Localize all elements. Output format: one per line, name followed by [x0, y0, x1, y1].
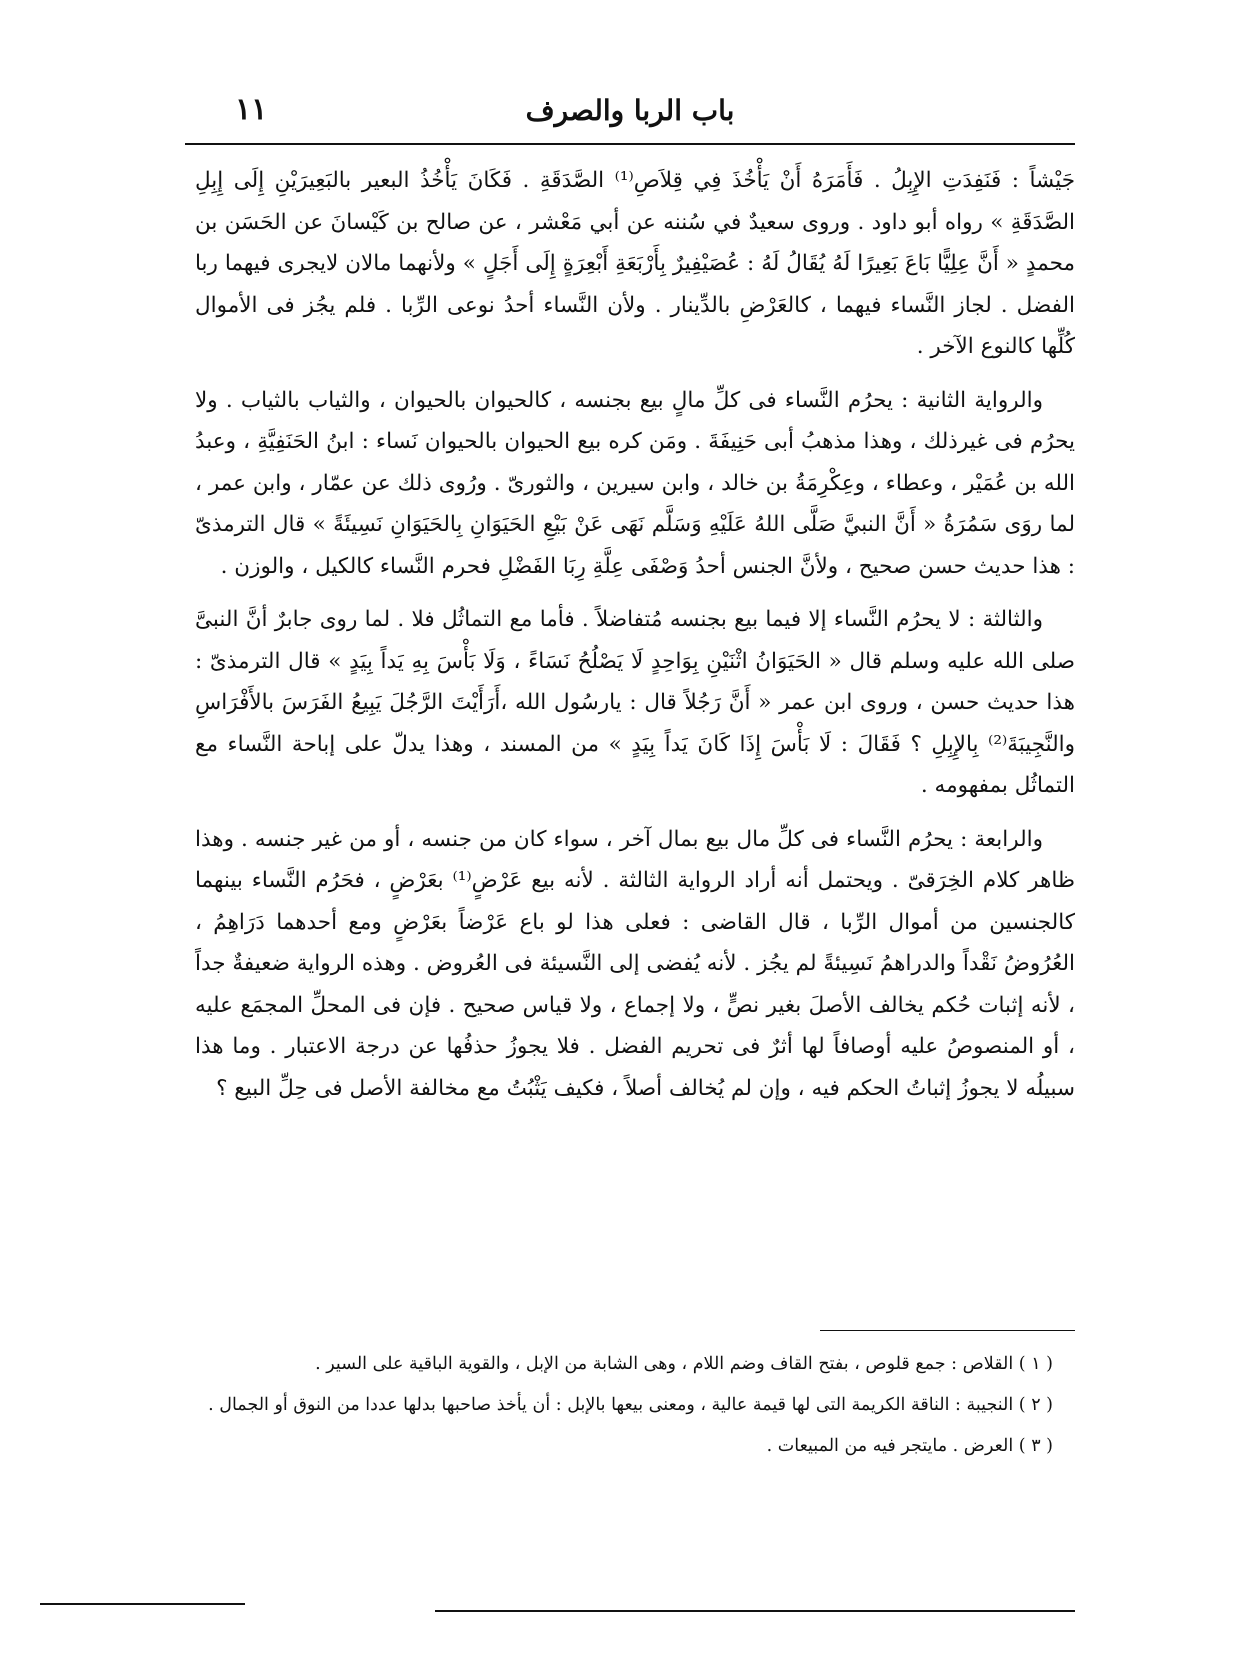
footnote-3: ( ٣ ) العرض . مايتجر فيه من المبيعات .	[766, 1436, 1053, 1456]
header-rule	[185, 143, 1075, 145]
paragraph-2: والرواية الثانية : يحرُم النَّساء فى كلِّ مالٍ بيع بجنسه ، كالحيوان بالحيوان ، والثياب بالثياب . ولا يحرُم فى غيرذلك ، وهذا مذهبُ أبى حَنِيفَةَ . ومَن كره بيع الحيوان بالحيوان نَساء : ابنُ الحَنَفِيَّةِ ، وعبدُ الله بن عُمَيْر ، وعطاء ، وعِكْرِمَةُ بن خالد ، وابن سيرين ، والثورىّ . ورُوى ذلك عن عمّار ، وابن عمر ، لما روَى سَمُرَةُ « أَنَّ النبيَّ صَلَّى اللهُ عَلَيْهِ وَسَلَّم نَهَى عَنْ بَيْعِ الحَيَوَانِ بِالحَيَوَانِ نَسِيئَةً » قال الترمذىّ : هذا حديث حسن صحيح ، ولأنَّ الجنس أحدُ وَصْفَى عِلَّةِ رِبَا الفَضْلِ فحرم النَّساء كالكيل ، والوزن .	[195, 387, 1075, 579]
page-header	[185, 92, 1075, 142]
page-number: ١١	[235, 92, 268, 127]
main-text	[195, 160, 1075, 1121]
running-title: باب الربا والصرف	[525, 94, 735, 127]
footnote-2: ( ٢ ) النجيبة : الناقة الكريمة التى لها قيمة عالية ، ومعنى بيعها بالإبل : أن يأخذ صاحبها بدلها عددا من النوق أو الجمال .	[208, 1395, 1053, 1415]
paragraph-3: والثالثة : لا يحرُم النَّساء إلا فيما بيع بجنسه مُتفاضلاً . فأما مع التماثُل فلا . لما روى جابرٌ أنَّ النبىَّ صلى الله عليه وسلم قال « الحَيَوَانُ اثْنَيْنِ بِوَاحِدٍ لَا يَصْلُحُ نَسَاءً ، وَلَا بَأْسَ بِهِ يَداً بِيَدٍ » قال الترمذىّ : هذا حديث حسن ، وروى ابن عمر « أَنَّ رَجُلاً قال : يارسُول الله ،أَرَأَيْتَ الرَّجُلَ يَبِيعُ الفَرَسَ بالأَفْرَاسِ والنَّجِيبَةَ⁽²⁾ بِالإِبِلِ ؟ فَقَالَ : لَا بَأْسَ إِذَا كَانَ يَداً بِيَدٍ » من المسند ، وهذا يدلّ على إباحة النَّساء مع التماثُل بمفهومه .	[195, 607, 1075, 798]
footnote-1: ( ١ ) القلاص : جمع قلوص ، بفتح القاف وضم اللام ، وهى الشابة من الإبل ، والقوية الباقية على السير .	[315, 1354, 1053, 1374]
footnotes	[195, 1346, 1075, 1469]
paragraph-4: والرابعة : يحرُم النَّساء فى كلِّ مال بيع بمال آخر ، سواء كان من جنسه ، أو من غير جنسه . وهذا ظاهر كلام الخِرَقىّ . ويحتمل أنه أراد الرواية الثالثة . لأنه بيع عَرْضٍ⁽¹⁾ بعَرْضٍ ، فحَرُم النَّساء بينهما كالجنسين من أموال الرِّبا ، قال القاضى : فعلى هذا لو باع عَرْضاً بعَرْضٍ ومع أحدهما دَرَاهِمُ ، العُرُوضُ نَقْداً والدراهمُ نَسِيئةً لم يجُز . لأنه يُفضى إلى النَّسيئة فى العُروض . وهذه الرواية ضعيفةٌ جداً ، لأنه إثبات حُكم يخالف الأصلَ بغير نصٍّ ، ولا إجماع ، ولا قياس صحيح . فإن فى المحلِّ المجمَع عليه ، أو المنصوصُ عليه أوصافاً لها أثرٌ فى تحريم الفضل . فلا يجوزُ حذفُها عن درجة الاعتبار . وما هذا سبيلُه لا يجوزُ إثباتُ الحكم فيه ، وإن لم يُخالف أصلاً ، فكيف يَثْبُتُ مع مخالفة الأصل فى حِلِّ البيع ؟	[195, 826, 1075, 1101]
bottom-rule-left	[40, 1603, 245, 1605]
footnote-separator	[820, 1330, 1075, 1331]
bottom-rule-right	[435, 1610, 1075, 1612]
paragraph-1: جَيْشاً : فَنَفِدَتِ الإِبِلُ . فَأَمَرَهُ أَنْ يَأْخُذَ فِي قِلاَصِ⁽¹⁾ الصَّدَقَةِ . فَكَانَ يَأْخُذُ البعير بالبَعِيرَيْنِ إِلَى إِبِلِ الصَّدَقَةِ » رواه أبو داود . وروى سعيدٌ في سُننه عن أبي مَعْشر ، عن صالح بن كَيْسانَ عن الحَسَن بن محمدٍ « أَنَّ عِلِيًّا بَاعَ بَعِيرًا لَهُ يُقَالُ لَهُ : عُصَيْفِيرٌ بِأَرْبَعَةِ أَبْعِرَةٍ إِلَى أَجَلٍ » ولأنهما مالان لايجرى فيهما ربا الفضل . لجاز النَّساء فيهما ، كالعَرْضِ بالدِّينار . ولأن النَّساء أحدُ نوعى الرِّبا . فلم يجُز فى الأموال كُلِّها كالنوع الآخر .	[195, 168, 1076, 359]
